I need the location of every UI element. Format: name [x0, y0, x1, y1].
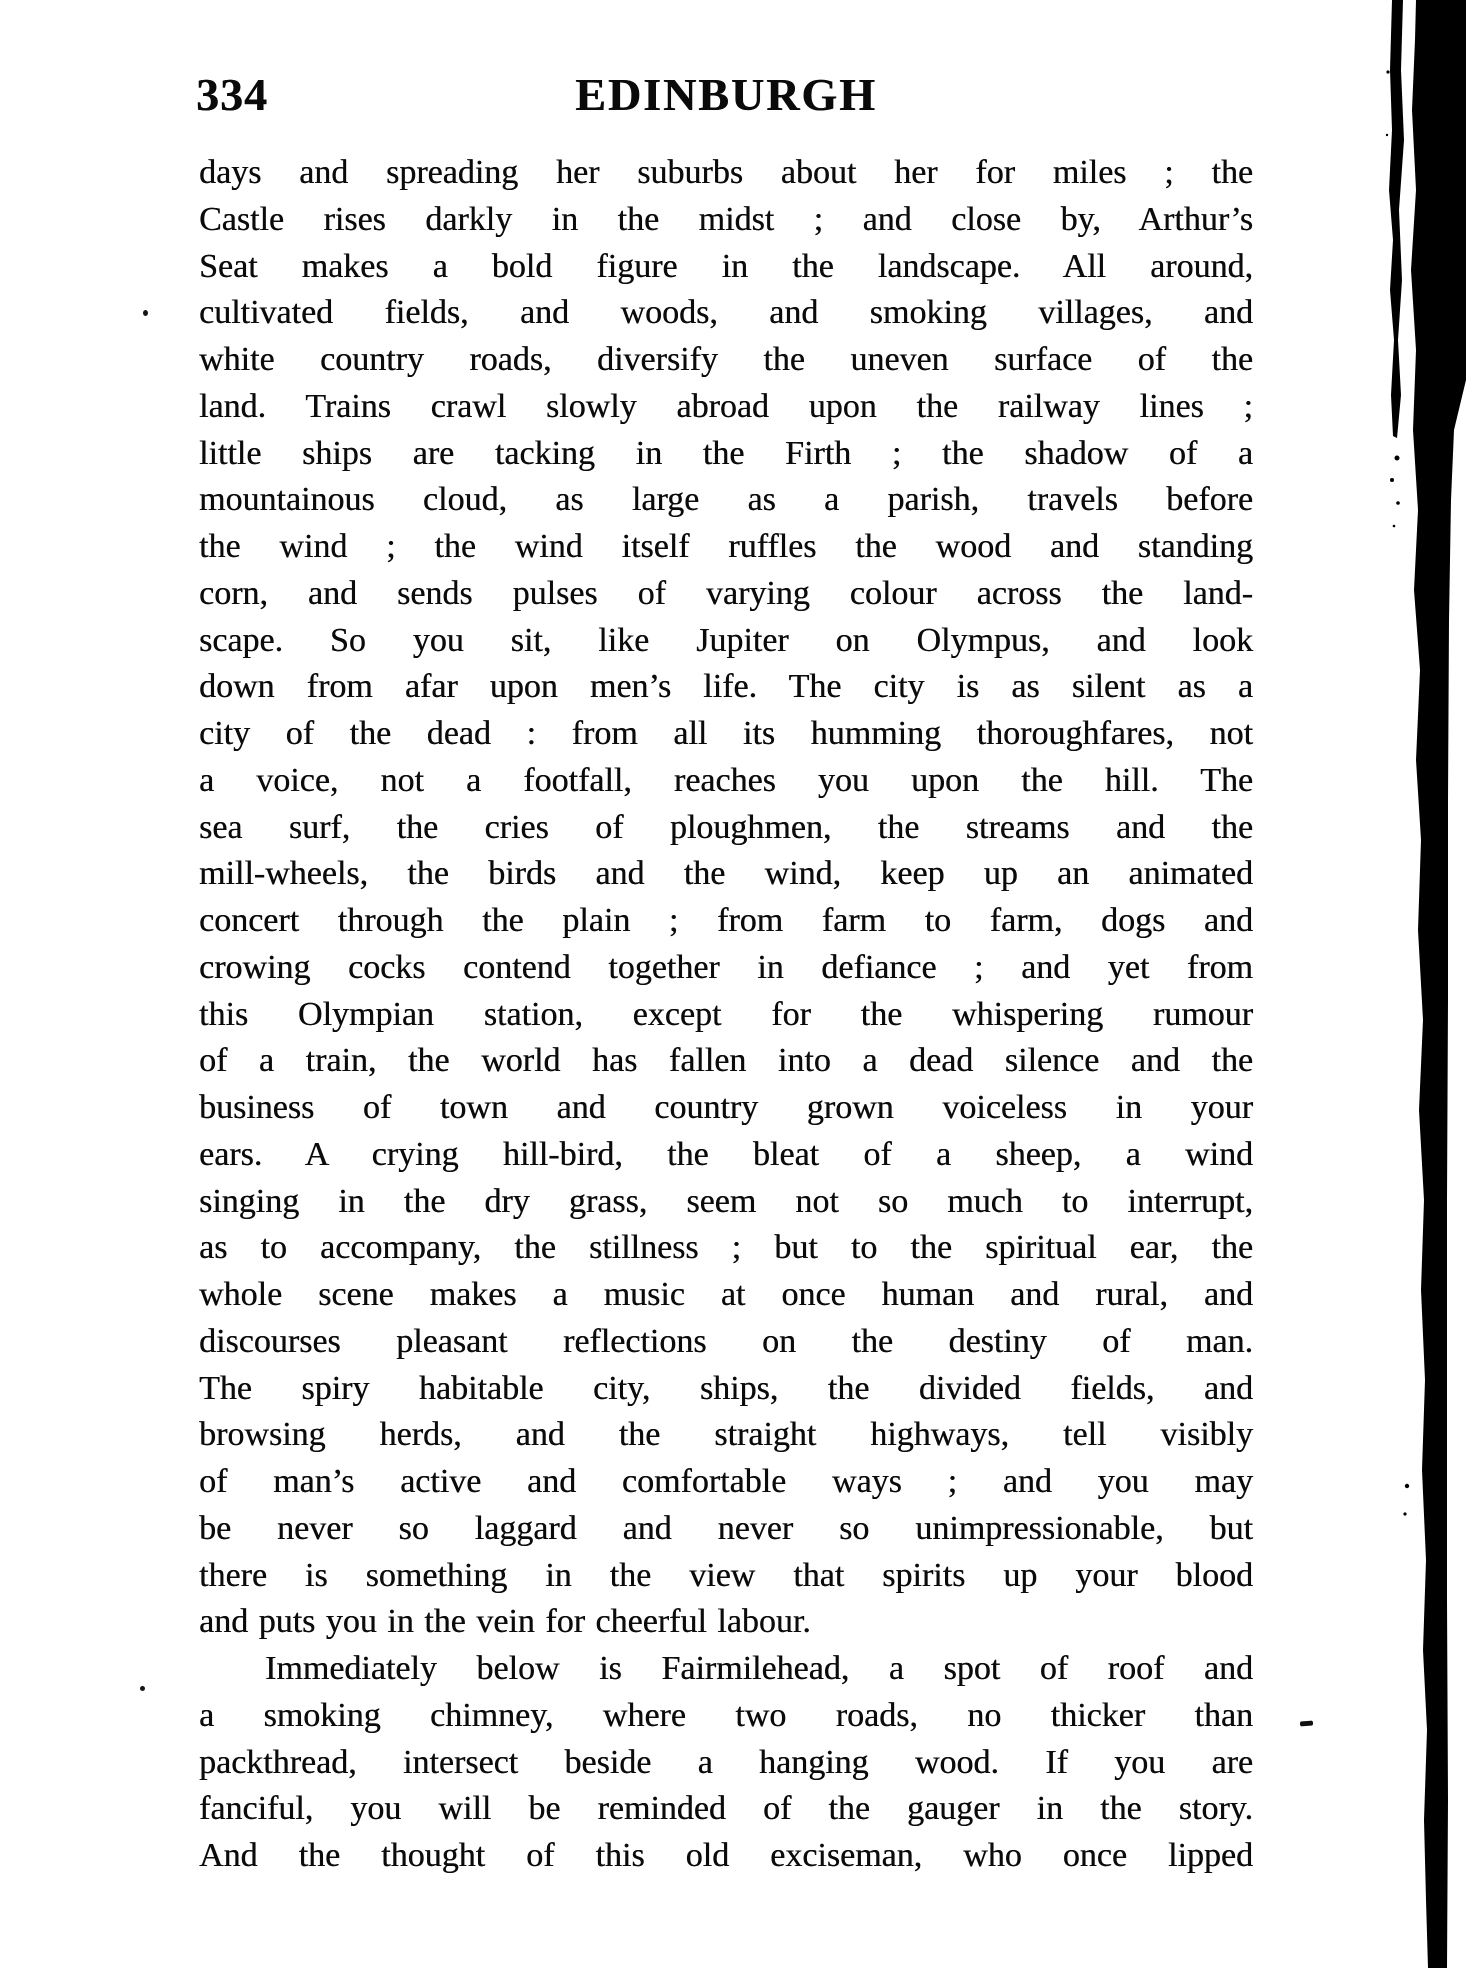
text-line: The spiry habitable city, ships, the divided fields, and — [199, 1369, 1253, 1407]
text-line: singing in the dry grass, seem not so much to interrupt, — [199, 1182, 1253, 1220]
text-line: a voice, not a footfall, reaches you upon the hill. The — [199, 761, 1253, 799]
text-line: ears. A crying hill-bird, the bleat of a sheep, a wind — [199, 1135, 1253, 1173]
page-number: 334 — [196, 69, 268, 120]
running-title: EDINBURGH — [575, 69, 877, 120]
text-line: whole scene makes a music at once human and rural, and — [199, 1276, 1253, 1313]
text-line: days and spreading her suburbs about her for miles ; the — [199, 154, 1253, 191]
text-line: Castle rises darkly in the midst ; and close by, Arthur’s — [199, 200, 1253, 238]
text-line: there is something in the view that spirits up your blood — [199, 1556, 1253, 1594]
text-line: Immediately below is Fairmilehead, a spot of roof and — [265, 1650, 1253, 1687]
text-line: cultivated fields, and woods, and smoking villages, and — [199, 294, 1253, 332]
text-line: of a train, the world has fallen into a dead silence and the — [199, 1042, 1253, 1080]
text-line: corn, and sends pulses of varying colour across the land- — [199, 574, 1253, 612]
text-line: this Olympian station, except for the whispering rumour — [199, 995, 1253, 1033]
ink-speck — [143, 310, 148, 316]
text-line: land. Trains crawl slowly abroad upon the railway lines ; — [199, 387, 1253, 425]
text-line: a smoking chimney, where two roads, no thicker than — [199, 1696, 1253, 1734]
text-block — [199, 150, 1253, 1880]
text-line: discourses pleasant reflections on the destiny of man. — [199, 1322, 1253, 1360]
text-line: packthread, intersect beside a hanging wood. If you are — [199, 1743, 1253, 1781]
text-line: and puts you in the vein for cheerful labour. — [199, 1603, 811, 1641]
text-line: Seat makes a bold figure in the landscape. All around, — [199, 247, 1253, 285]
ink-dash-mark — [1300, 1721, 1313, 1727]
text-line: little ships are tacking in the Firth ; the shadow of a — [199, 434, 1253, 472]
text-line: And the thought of this old exciseman, who once lipped — [199, 1837, 1253, 1874]
text-line: white country roads, diversify the uneven surface of the — [199, 341, 1253, 378]
text-line: sea surf, the cries of ploughmen, the streams and the — [199, 808, 1253, 846]
text-line: mountainous cloud, as large as a parish, travels before — [199, 481, 1253, 519]
running-head — [196, 69, 1253, 122]
text-line: the wind ; the wind itself ruffles the wood and standing — [199, 528, 1253, 565]
text-line: browsing herds, and the straight highways, tell visibly — [199, 1416, 1253, 1454]
text-line: scape. So you sit, like Jupiter on Olympus, and look — [199, 621, 1253, 659]
text-line: of man’s active and comfortable ways ; and you may — [199, 1463, 1253, 1500]
text-line: concert through the plain ; from farm to farm, dogs and — [199, 902, 1253, 939]
text-line: crowing cocks contend together in defiance ; and yet from — [199, 948, 1253, 986]
text-line: fanciful, you will be reminded of the gauger in the story. — [199, 1790, 1253, 1828]
text-line: be never so laggard and never so unimpressionable, but — [199, 1509, 1253, 1547]
scan-artifact-right-band — [1380, 0, 1466, 1968]
text-line: as to accompany, the stillness ; but to the spiritual ear, the — [199, 1229, 1253, 1267]
ink-speck — [140, 1686, 145, 1691]
text-line: down from afar upon men’s life. The city is as silent as a — [199, 668, 1253, 706]
text-line: city of the dead : from all its humming thoroughfares, not — [199, 715, 1253, 752]
text-line: mill-wheels, the birds and the wind, keep up an animated — [199, 855, 1253, 893]
text-line: business of town and country grown voiceless in your — [199, 1089, 1253, 1126]
